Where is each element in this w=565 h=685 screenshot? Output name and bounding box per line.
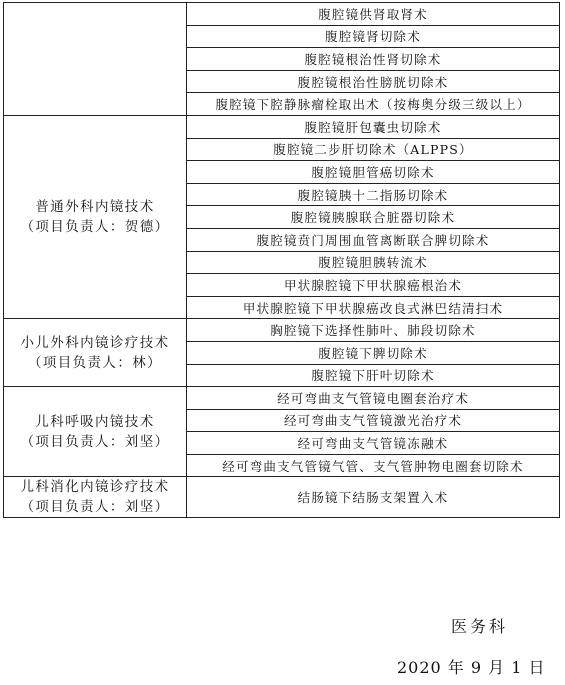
procedure-item: 腹腔镜肝包囊虫切除术 — [187, 115, 560, 138]
procedure-item: 经可弯曲支气管镜气管、支气管肿物电圈套切除术 — [187, 454, 560, 477]
category-cell — [4, 3, 187, 116]
procedure-item: 腹腔镜二步肝切除术（ALPPS） — [187, 138, 560, 161]
procedure-item: 甲状腺腔镜下甲状腺癌根治术 — [187, 274, 560, 297]
procedure-item: 腹腔镜肾切除术 — [187, 25, 560, 48]
category-title: 小儿外科内镜诊疗技术 — [20, 334, 170, 351]
category-title: 儿科呼吸内镜技术 — [35, 413, 155, 430]
procedure-item: 腹腔镜下肝叶切除术 — [187, 364, 560, 387]
procedure-item: 经可弯曲支气管镜电圈套治疗术 — [187, 387, 560, 410]
category-lead: （项目负责人：林） — [27, 354, 163, 371]
table-row — [4, 319, 560, 342]
procedure-item: 腹腔镜根治性肾切除术 — [187, 48, 560, 71]
table-row — [4, 387, 560, 410]
table-row — [4, 477, 560, 518]
procedure-item: 胸腔镜下选择性肺叶、肺段切除术 — [187, 319, 560, 342]
procedure-item: 腹腔镜供肾取肾术 — [187, 3, 560, 26]
category-title: 普通外科内镜技术 — [35, 199, 155, 216]
procedure-item: 腹腔镜下脾切除术 — [187, 341, 560, 364]
category-cell — [4, 115, 187, 318]
footer-department: 医务科 — [451, 617, 509, 636]
procedure-item: 甲状腺腔镜下甲状腺癌改良式淋巴结清扫术 — [187, 296, 560, 319]
procedure-item: 经可弯曲支气管镜激光治疗术 — [187, 409, 560, 432]
category-lead: （项目负责人：刘坚） — [20, 433, 170, 450]
procedure-item: 腹腔镜胆管癌切除术 — [187, 161, 560, 184]
procedure-item: 腹腔镜胆胰转流术 — [187, 251, 560, 274]
category-cell — [4, 477, 187, 518]
category-lead: （项目负责人：刘坚） — [20, 499, 170, 516]
table-row — [4, 3, 560, 26]
procedure-item: 腹腔镜根治性膀胱切除术 — [187, 70, 560, 93]
procedure-item: 结肠镜下结肠支架置入术 — [187, 477, 560, 518]
category-lead: （项目负责人：贺德） — [20, 219, 170, 236]
procedure-item: 腹腔镜贲门周围血管离断联合脾切除术 — [187, 228, 560, 251]
category-title: 儿科消化内镜诊疗技术 — [20, 479, 170, 496]
footer-date: 2020 年 9 月 1 日 — [397, 658, 546, 677]
procedure-table — [3, 2, 560, 518]
category-cell — [4, 387, 187, 477]
procedure-item: 腹腔镜下腔静脉瘤栓取出术（按梅奥分级三级以上） — [187, 93, 560, 116]
procedure-item: 腹腔镜胰腺联合脏器切除术 — [187, 206, 560, 229]
category-cell — [4, 319, 187, 387]
procedure-item: 经可弯曲支气管镜冻融术 — [187, 432, 560, 455]
table-row — [4, 115, 560, 138]
procedure-item: 腹腔镜胰十二指肠切除术 — [187, 183, 560, 206]
